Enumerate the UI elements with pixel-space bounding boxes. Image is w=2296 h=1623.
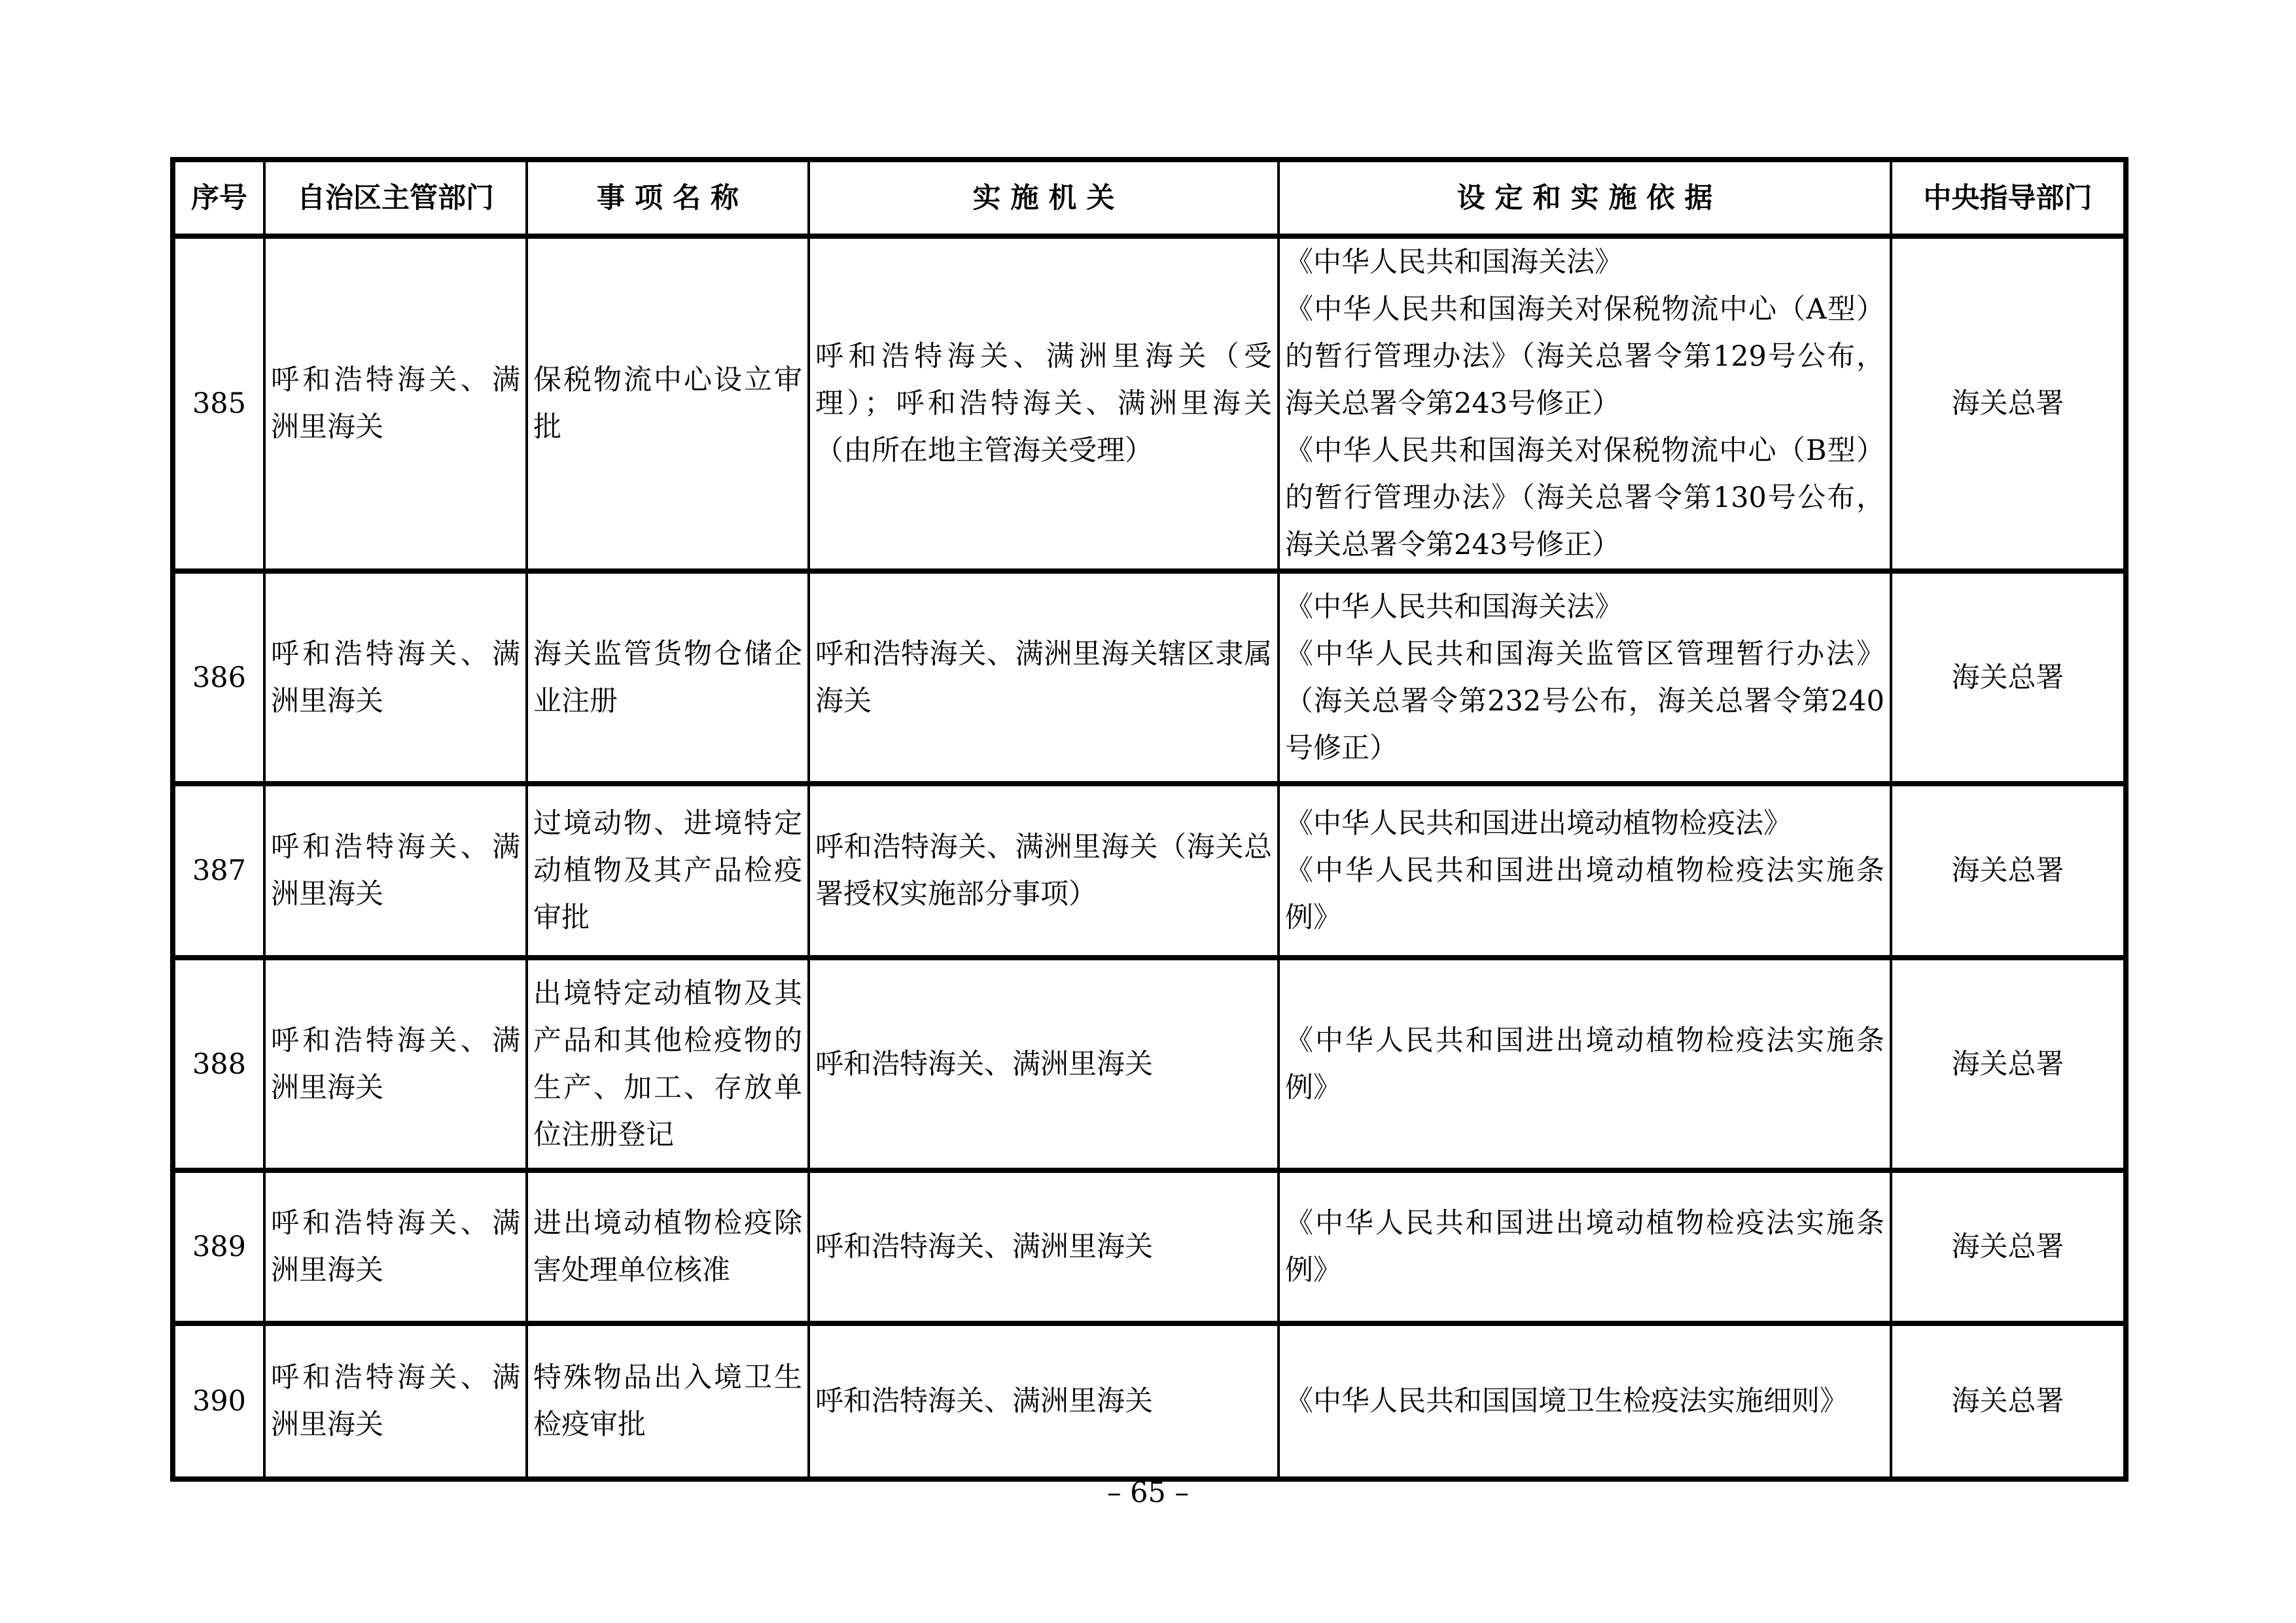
implementing-agency-cell: 呼和浩特海关、满洲里海关（海关总署授权实施部分事项） — [809, 784, 1279, 958]
legal-basis-cell — [1279, 571, 1891, 784]
row-number-cell: 385 — [173, 236, 264, 571]
implementing-agency-cell: 呼和浩特海关、满洲里海关辖区隶属海关 — [809, 571, 1279, 784]
item-name-cell: 保税物流中心设立审批 — [527, 236, 809, 571]
col-header-serial-number: 序号 — [173, 160, 264, 236]
table-header-row — [173, 160, 2126, 236]
col-header-implementing-agency: 实 施 机 关 — [809, 160, 1279, 236]
col-header-item-name: 事 项 名 称 — [527, 160, 809, 236]
table-row — [173, 236, 2126, 571]
central-department-cell: 海关总署 — [1891, 1323, 2126, 1479]
page-number: – 65 – — [1106, 1476, 1190, 1509]
basis-line: 《中华人民共和国国境卫生检疫法实施细则》 — [1285, 1385, 1848, 1418]
col-header-legal-basis: 设 定 和 实 施 依 据 — [1279, 160, 1891, 236]
row-number-cell: 388 — [173, 958, 264, 1170]
basis-line: 《中华人民共和国海关监管区管理暂行办法》（海关总署令第232号公布，海关总署令第240号修正） — [1285, 637, 1884, 765]
row-number-cell: 387 — [173, 784, 264, 958]
region-department-cell: 呼和浩特海关、满洲里海关 — [264, 784, 527, 958]
basis-line: 《中华人民共和国进出境动植物检疫法》 — [1285, 807, 1792, 840]
table-row — [173, 1323, 2126, 1479]
basis-line: 《中华人民共和国进出境动植物检疫法实施条例》 — [1285, 854, 1884, 934]
item-name-cell: 特殊物品出入境卫生检疫审批 — [527, 1323, 809, 1479]
basis-line: 《中华人民共和国海关法》 — [1285, 590, 1623, 623]
legal-basis-cell — [1279, 1323, 1891, 1479]
region-department-cell: 呼和浩特海关、满洲里海关 — [264, 1323, 527, 1479]
central-department-cell: 海关总署 — [1891, 958, 2126, 1170]
row-number-cell: 386 — [173, 571, 264, 784]
basis-line: 《中华人民共和国海关对保税物流中心（A型）的暂行管理办法》（海关总署令第129号公布，海关总署令第243号修正） — [1285, 293, 1884, 420]
region-department-cell: 呼和浩特海关、满洲里海关 — [264, 236, 527, 571]
col-header-central-department: 中央指导部门 — [1891, 160, 2126, 236]
basis-line: 《中华人民共和国进出境动植物检疫法实施条例》 — [1285, 1024, 1884, 1104]
central-department-cell: 海关总署 — [1891, 784, 2126, 958]
col-header-region-department: 自治区主管部门 — [264, 160, 527, 236]
region-department-cell: 呼和浩特海关、满洲里海关 — [264, 571, 527, 784]
central-department-cell: 海关总署 — [1891, 236, 2126, 571]
implementing-agency-cell: 呼和浩特海关、满洲里海关（受理）；呼和浩特海关、满洲里海关（由所在地主管海关受理） — [809, 236, 1279, 571]
basis-line: 《中华人民共和国海关对保税物流中心（B型）的暂行管理办法》（海关总署令第130号公布，海关总署令第243号修正） — [1285, 434, 1884, 561]
legal-basis-cell — [1279, 1170, 1891, 1323]
table-row — [173, 784, 2126, 958]
row-number-cell: 390 — [173, 1323, 264, 1479]
item-name-cell: 出境特定动植物及其产品和其他检疫物的生产、加工、存放单位注册登记 — [527, 958, 809, 1170]
table-row — [173, 958, 2126, 1170]
implementing-agency-cell: 呼和浩特海关、满洲里海关 — [809, 1170, 1279, 1323]
region-department-cell: 呼和浩特海关、满洲里海关 — [264, 1170, 527, 1323]
central-department-cell: 海关总署 — [1891, 1170, 2126, 1323]
table-row — [173, 1170, 2126, 1323]
implementing-agency-cell: 呼和浩特海关、满洲里海关 — [809, 1323, 1279, 1479]
basis-line: 《中华人民共和国进出境动植物检疫法实施条例》 — [1285, 1207, 1884, 1287]
approval-items-table — [170, 157, 2128, 1482]
legal-basis-cell — [1279, 958, 1891, 1170]
item-name-cell: 海关监管货物仓储企业注册 — [527, 571, 809, 784]
region-department-cell: 呼和浩特海关、满洲里海关 — [264, 958, 527, 1170]
item-name-cell: 过境动物、进境特定动植物及其产品检疫审批 — [527, 784, 809, 958]
implementing-agency-cell: 呼和浩特海关、满洲里海关 — [809, 958, 1279, 1170]
legal-basis-cell — [1279, 784, 1891, 958]
basis-line: 《中华人民共和国海关法》 — [1285, 246, 1623, 279]
row-number-cell: 389 — [173, 1170, 264, 1323]
table-row — [173, 571, 2126, 784]
legal-basis-cell — [1279, 236, 1891, 571]
central-department-cell: 海关总署 — [1891, 571, 2126, 784]
item-name-cell: 进出境动植物检疫除害处理单位核准 — [527, 1170, 809, 1323]
